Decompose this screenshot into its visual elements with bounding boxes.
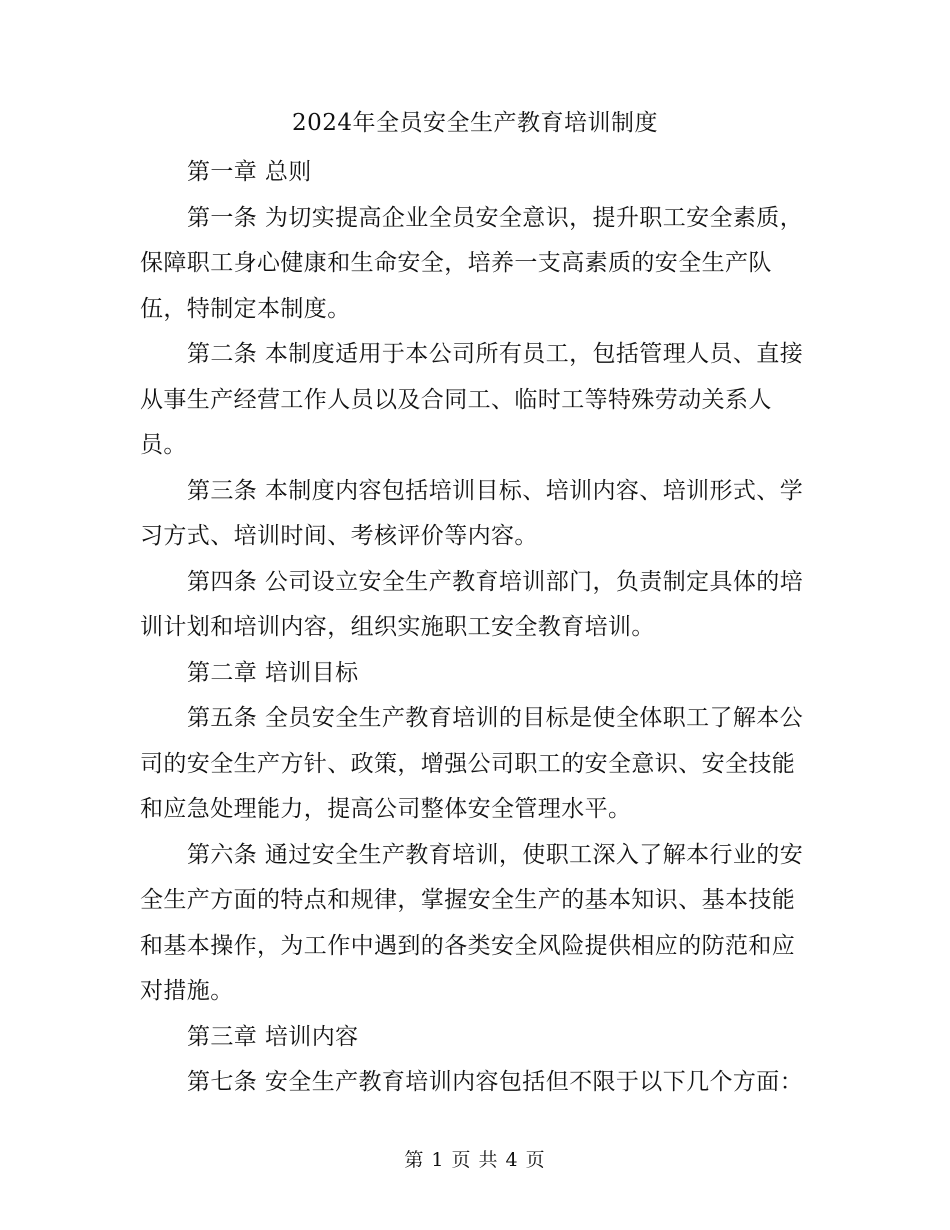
paragraph-line: 司的安全生产方针、政策，增强公司职工的安全意识、安全技能 (140, 750, 796, 777)
paragraph-line: 员。 (140, 432, 187, 458)
paragraph-line: 训计划和培训内容，组织实施职工安全教育培训。 (140, 614, 655, 640)
paragraph-line: 习方式、培训时间、考核评价等内容。 (140, 523, 538, 549)
paragraph-line: 和应急处理能力，提高公司整体安全管理水平。 (140, 796, 632, 822)
paragraph-line: 对措施。 (140, 978, 234, 1004)
paragraph-line: 第六条 通过安全生产教育培训，使职工深入了解本行业的安 (187, 841, 804, 868)
document-body (140, 150, 812, 1106)
paragraph-line: 保障职工身心健康和生命安全，培养一支高素质的安全生产队 (140, 250, 772, 276)
paragraph-line: 第四条 公司设立安全生产教育培训部门，负责制定具体的培 (187, 568, 804, 595)
paragraph-line: 和基本操作，为工作中遇到的各类安全风险提供相应的防范和应 (140, 932, 796, 959)
paragraph-line: 第五条 全员安全生产教育培训的目标是使全体职工了解本公 (187, 705, 804, 731)
chapter-heading-1: 第一章 总则 (187, 159, 312, 185)
paragraph-line: 从事生产经营工作人员以及合同工、临时工等特殊劳动关系人 (140, 386, 772, 413)
paragraph-line: 第三条 本制度内容包括培训目标、培训内容、培训形式、学 (187, 477, 804, 504)
document-title: 2024年全员安全生产教育培训制度 (291, 110, 659, 136)
paragraph-line: 第七条 安全生产教育培训内容包括但不限于以下几个方面： (187, 1069, 804, 1095)
chapter-heading-2: 第二章 培训目标 (187, 659, 359, 686)
paragraph-line: 伍，特制定本制度。 (140, 295, 351, 322)
page-footer: 第 1 页 共 4 页 (404, 1149, 546, 1171)
paragraph-line: 第一条 为切实提高企业全员安全意识，提升职工安全素质， (187, 204, 804, 231)
chapter-heading-3: 第三章 培训内容 (187, 1023, 359, 1050)
paragraph-line: 全生产方面的特点和规律，掌握安全生产的基本知识、基本技能 (140, 887, 796, 913)
paragraph-line: 第二条 本制度适用于本公司所有员工，包括管理人员、直接 (187, 341, 804, 367)
